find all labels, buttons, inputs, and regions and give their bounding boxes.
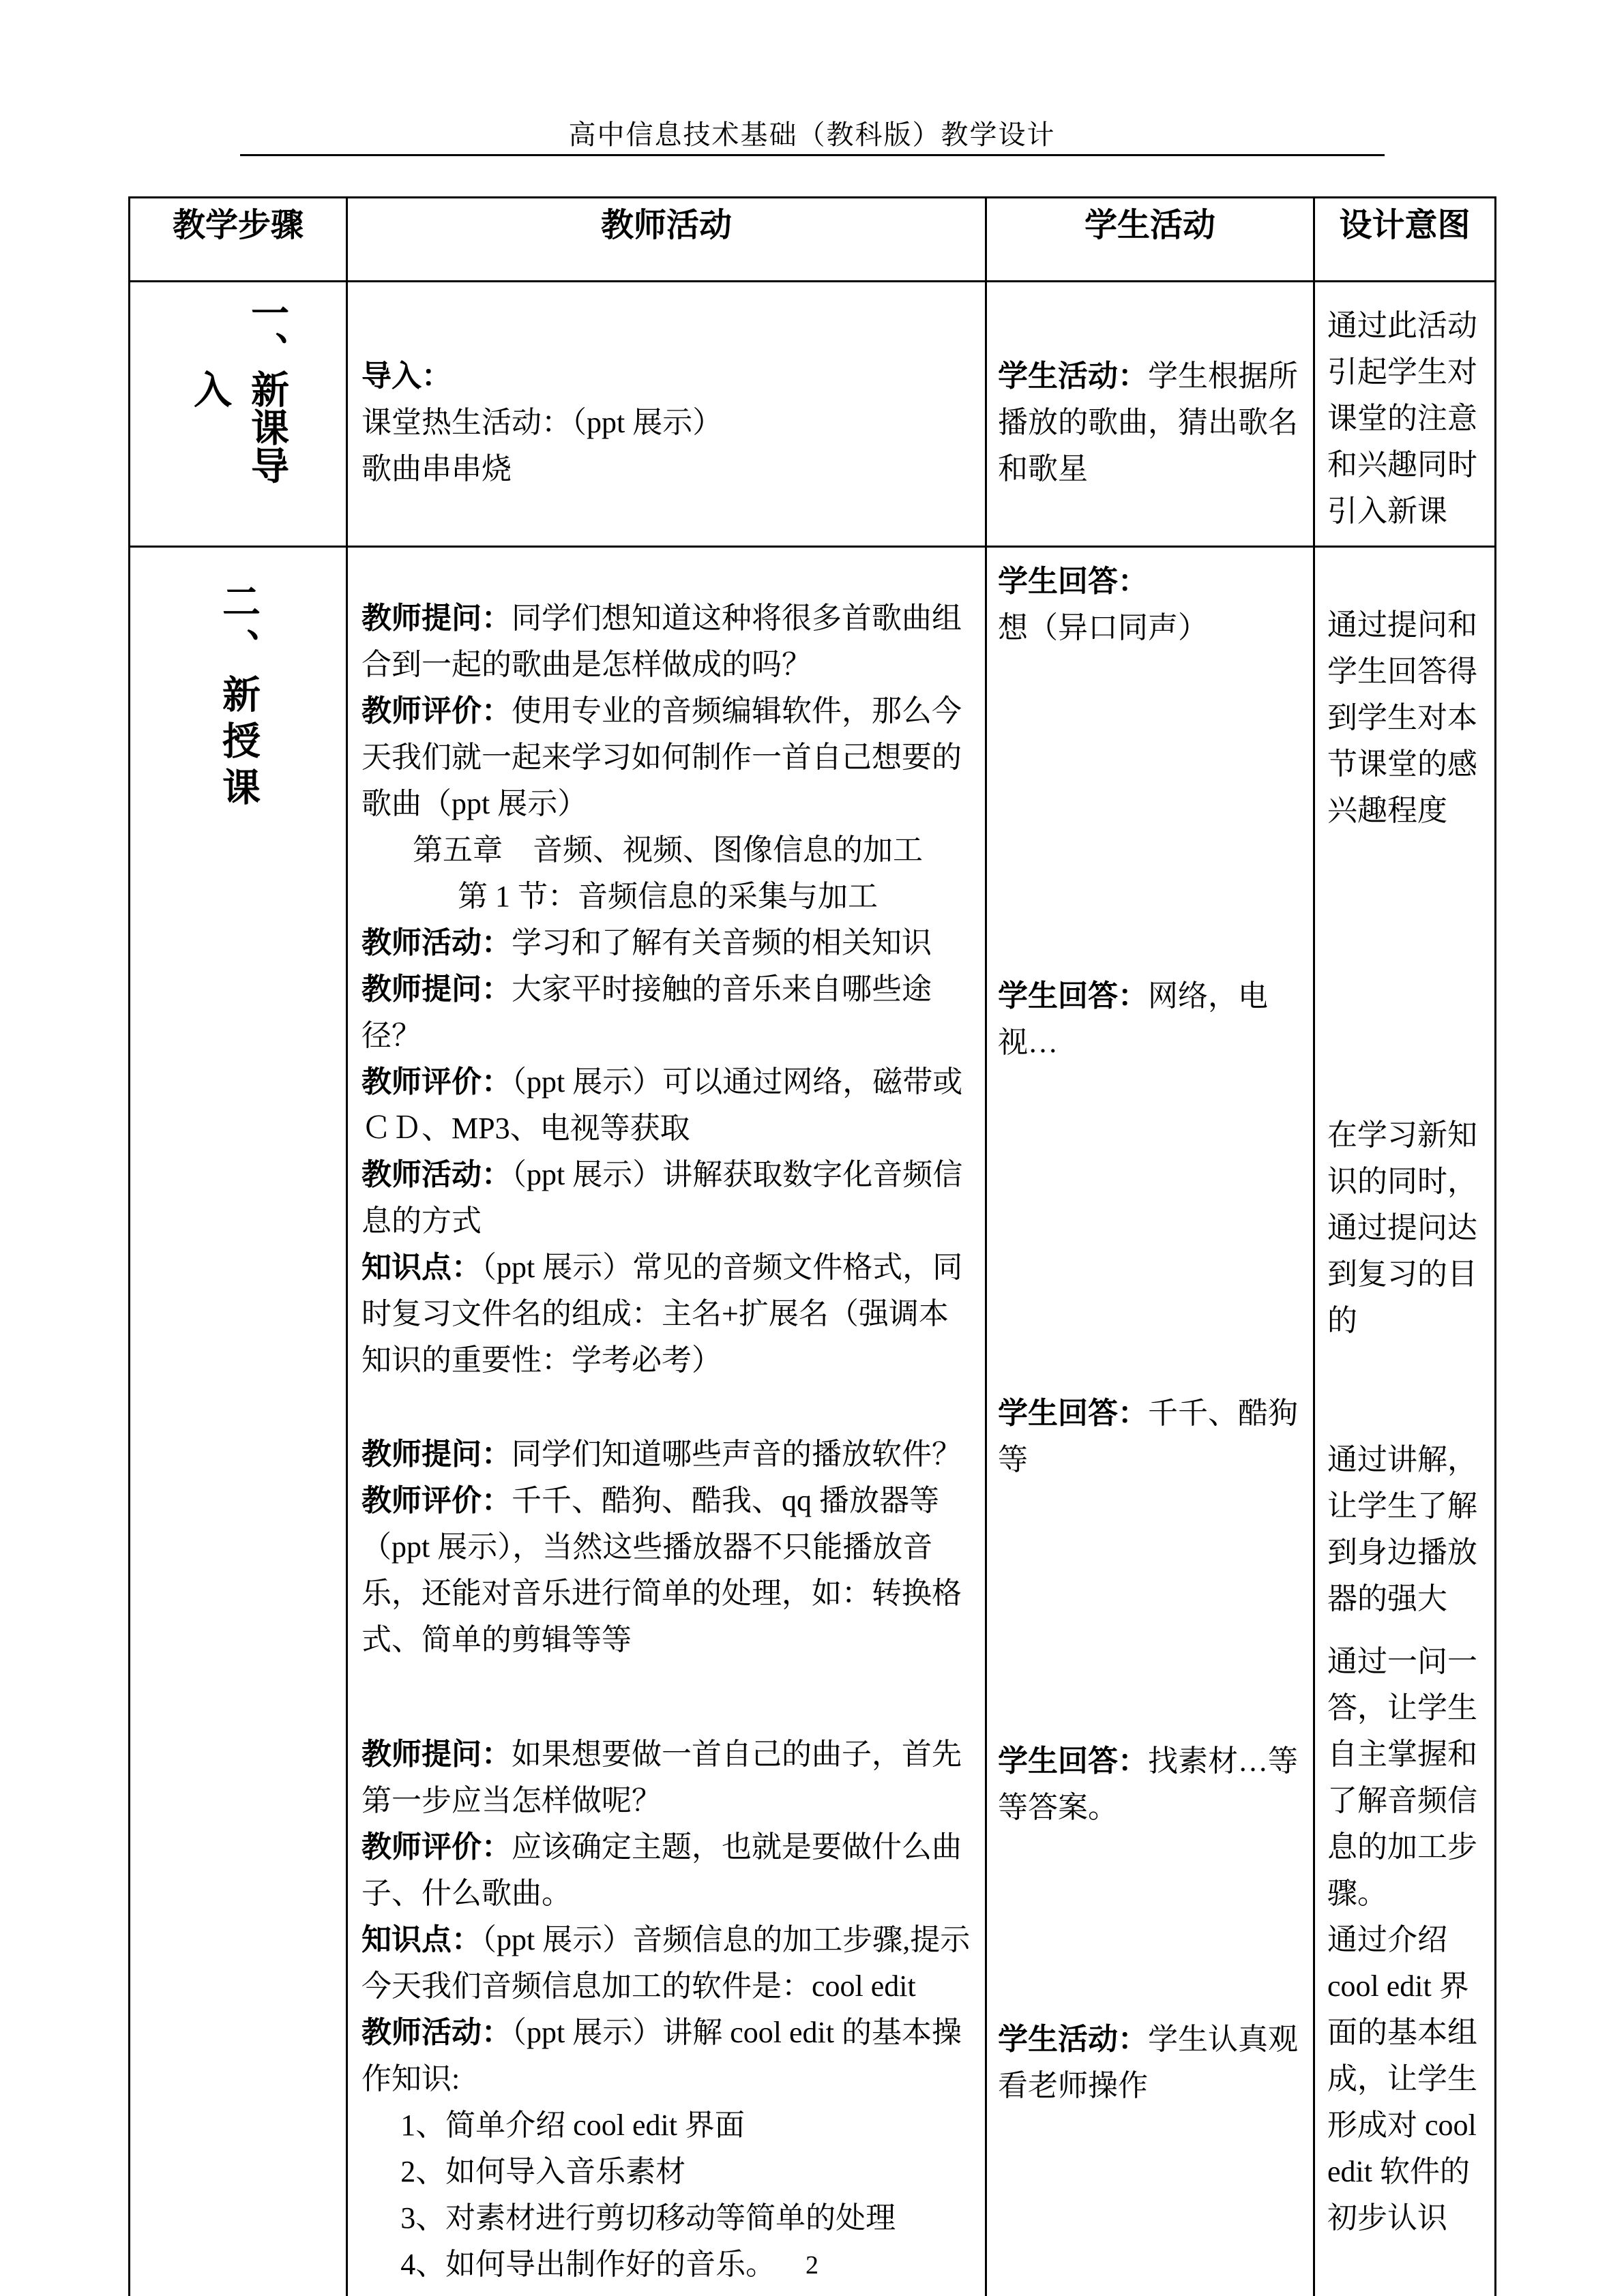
student-paragraph bbox=[998, 1390, 1303, 1483]
teacher-paragraph bbox=[361, 1917, 974, 2010]
teacher-paragraph-label: 教师活动： bbox=[361, 2016, 512, 2049]
teacher-paragraph-label: 教师评价： bbox=[361, 1830, 512, 1864]
student-paragraph-text: 想（异口同声） bbox=[998, 611, 1208, 644]
teacher-paragraph-label: 教师活动： bbox=[361, 1158, 512, 1191]
teacher-paragraph bbox=[361, 1244, 974, 1384]
step-cell-new-lesson bbox=[130, 547, 347, 2296]
teacher-paragraph-text: 第五章 音频、视频、图像信息的加工 bbox=[413, 833, 923, 867]
teacher-paragraph-label: 教师提问： bbox=[361, 1738, 512, 1771]
intent-paragraph-text: 通过提问和学生回答得到学生对本节课堂的感兴趣程度 bbox=[1327, 608, 1477, 827]
teacher-paragraph bbox=[361, 446, 974, 492]
step-label-intro: 一、新课导入 bbox=[188, 293, 288, 484]
teacher-paragraph-label: 教师评价： bbox=[361, 694, 512, 728]
table-header-row bbox=[130, 198, 1496, 282]
col-header-student-activity: 学生活动 bbox=[986, 198, 1314, 282]
student-paragraph bbox=[998, 1738, 1303, 1831]
student-activity-cell-intro bbox=[986, 282, 1314, 547]
intent-paragraph-text: 通过讲解，让学生了解到身边播放器的强大 bbox=[1327, 1443, 1477, 1615]
teacher-paragraph-text: （ppt 展示）常见的音频文件格式，同时复习文件名的组成：主名+扩展名（强调本知识的重要性：学考必考） bbox=[361, 1251, 963, 1377]
teacher-paragraph bbox=[361, 1824, 974, 1917]
student-paragraph-label: 学生活动： bbox=[998, 359, 1148, 393]
teacher-paragraph-label: 教师评价： bbox=[361, 1484, 512, 1517]
teacher-paragraph bbox=[361, 1731, 974, 1824]
spacer bbox=[361, 1384, 974, 1431]
student-paragraph-label: 学生回答： bbox=[998, 979, 1148, 1013]
teacher-paragraph-text: （ppt 展示）讲解 cool edit 的基本操作知识: bbox=[361, 2016, 962, 2096]
col-header-design-intent: 设计意图 bbox=[1314, 198, 1496, 282]
teacher-paragraph bbox=[361, 1478, 974, 1663]
teacher-paragraph-label: 导入： bbox=[361, 359, 452, 393]
teacher-paragraph bbox=[361, 688, 974, 827]
teacher-paragraph-text: 如果想要做一首自己的曲子，首先第一步应当怎样做呢？ bbox=[361, 1738, 962, 1817]
intent-paragraph bbox=[1327, 303, 1481, 535]
intent-paragraph-text: 通过一问一答，让学生自主掌握和了解音频信息的加工步骤。 bbox=[1327, 1645, 1477, 1910]
spacer bbox=[361, 1663, 974, 1731]
teacher-paragraph bbox=[361, 1059, 974, 1152]
header-rule bbox=[240, 154, 1385, 156]
teacher-paragraph-text: 3、对素材进行剪切移动等简单的处理 bbox=[400, 2201, 896, 2235]
teacher-paragraph-label: 教师提问： bbox=[361, 1437, 512, 1471]
student-paragraph-label: 学生回答： bbox=[998, 1744, 1148, 1778]
teacher-paragraph-label: 教师活动： bbox=[361, 926, 512, 959]
teacher-paragraph-text: 课堂热生活动：（ppt 展示） bbox=[361, 406, 723, 439]
step-cell-intro bbox=[130, 282, 347, 547]
teacher-paragraph-text: 同学们知道哪些声音的播放软件？ bbox=[512, 1437, 962, 1471]
teacher-paragraph bbox=[361, 2195, 974, 2241]
teacher-paragraph bbox=[361, 2149, 974, 2195]
teacher-paragraph-text: （ppt 展示）音频信息的加工步骤,提示今天我们音频信息加工的软件是：cool edit bbox=[361, 1923, 971, 2003]
student-paragraph bbox=[998, 2016, 1303, 2109]
table-row-new-lesson bbox=[130, 547, 1496, 2296]
design-intent-cell-new-lesson bbox=[1314, 547, 1496, 2296]
teacher-paragraph-text: 千千、酷狗、酷我、qq 播放器等（ppt 展示），当然这些播放器不只能播放音乐，还能对音乐进行简单的处理，如：转换格式、简单的剪辑等等 bbox=[361, 1484, 962, 1656]
intent-paragraph bbox=[1327, 1639, 1481, 1917]
student-paragraph bbox=[998, 558, 1303, 605]
teacher-paragraph-text: 4、如何导出制作好的音乐。 bbox=[400, 2248, 776, 2281]
student-paragraph bbox=[998, 353, 1303, 492]
student-paragraph-text: 千千、酷狗等 bbox=[998, 1397, 1298, 1476]
intent-paragraph-text: 在学习新知识的同时，通过提问达到复习的目的 bbox=[1327, 1118, 1477, 1337]
teacher-paragraph-label: 教师提问： bbox=[361, 601, 512, 635]
intent-paragraph-text: 通过介绍 cool edit 界面的基本组成，让学生形成对 cool edit 软件的初步认识 bbox=[1327, 1923, 1477, 2235]
teacher-activity-cell-new-lesson bbox=[347, 547, 986, 2296]
teacher-paragraph-text: 同学们想知道这种将很多首歌曲组合到一起的歌曲是怎样做成的吗？ bbox=[361, 601, 962, 681]
step-label-new-lesson: 二、新授课 bbox=[217, 582, 259, 814]
intent-paragraph bbox=[1327, 1437, 1481, 1622]
teacher-paragraph bbox=[361, 966, 974, 1059]
student-paragraph-text: 学生认真观看老师操作 bbox=[998, 2023, 1298, 2102]
teacher-paragraph bbox=[361, 2102, 974, 2149]
intent-paragraph-text: 通过此活动引起学生对课堂的注意和兴趣同时引入新课 bbox=[1327, 309, 1477, 528]
teacher-paragraph bbox=[361, 2010, 974, 2102]
teacher-paragraph-label: 知识点： bbox=[361, 1923, 482, 1956]
teacher-paragraph-text: 第 1 节：音频信息的采集与加工 bbox=[458, 880, 878, 913]
teacher-paragraph-text: （ppt 展示）讲解获取数字化音频信息的方式 bbox=[361, 1158, 963, 1238]
student-paragraph-label: 学生回答： bbox=[998, 1397, 1148, 1430]
student-paragraph bbox=[998, 605, 1303, 651]
teacher-paragraph bbox=[361, 1152, 974, 1244]
student-paragraph-label: 学生回答： bbox=[998, 565, 1148, 598]
teacher-paragraph-label: 知识点： bbox=[361, 1251, 482, 1284]
student-paragraph-text: 学生根据所播放的歌曲，猜出歌名和歌星 bbox=[998, 359, 1298, 486]
teacher-paragraph bbox=[361, 920, 974, 966]
teacher-paragraph-label: 教师评价： bbox=[361, 1065, 512, 1099]
table-row-intro bbox=[130, 282, 1496, 547]
student-paragraph-text: 找素材…等等答案。 bbox=[998, 1744, 1298, 1824]
teacher-paragraph bbox=[361, 874, 974, 920]
teacher-paragraph-label: 教师提问： bbox=[361, 972, 512, 1006]
teacher-paragraph bbox=[361, 400, 974, 446]
student-activity-cell-new-lesson bbox=[986, 547, 1314, 2296]
intent-paragraph bbox=[1327, 602, 1481, 834]
teacher-paragraph bbox=[361, 595, 974, 688]
teacher-paragraph-text: 使用专业的音频编辑软件，那么今天我们就一起来学习如何制作一首自己想要的歌曲（ppt 展示） bbox=[361, 694, 962, 820]
student-paragraph bbox=[998, 973, 1303, 1066]
lesson-plan-table bbox=[128, 196, 1496, 2296]
student-paragraph-text: 网络，电视… bbox=[998, 979, 1268, 1059]
teacher-paragraph bbox=[361, 827, 974, 874]
teacher-activity-cell-intro bbox=[347, 282, 986, 547]
intent-paragraph bbox=[1327, 1112, 1481, 1344]
teacher-paragraph-text: 1、简单介绍 cool edit 界面 bbox=[400, 2108, 745, 2142]
teacher-paragraph bbox=[361, 353, 974, 400]
doc-title: 高中信息技术基础（教科版）教学设计 bbox=[568, 119, 1056, 150]
teacher-paragraph-text: 2、如何导入音乐素材 bbox=[400, 2155, 686, 2188]
col-header-teacher-activity: 教师活动 bbox=[347, 198, 986, 282]
teacher-paragraph-text: 应该确定主题，也就是要做什么曲子、什么歌曲。 bbox=[361, 1830, 962, 1910]
teacher-paragraph bbox=[361, 1431, 974, 1478]
teacher-paragraph-text: （ppt 展示）可以通过网络，磁带或ＣＤ、MP3、电视等获取 bbox=[361, 1065, 963, 1145]
intent-paragraph bbox=[1327, 1917, 1481, 2241]
teacher-paragraph-text: 歌曲串串烧 bbox=[361, 452, 512, 486]
col-header-teaching-steps: 教学步骤 bbox=[130, 198, 347, 282]
student-paragraph-label: 学生活动： bbox=[998, 2023, 1148, 2056]
page-number: 2 bbox=[806, 2251, 818, 2280]
teacher-paragraph-text: 大家平时接触的音乐来自哪些途径？ bbox=[361, 972, 932, 1052]
design-intent-cell-intro bbox=[1314, 282, 1496, 547]
teacher-paragraph-text: 学习和了解有关音频的相关知识 bbox=[512, 926, 932, 959]
